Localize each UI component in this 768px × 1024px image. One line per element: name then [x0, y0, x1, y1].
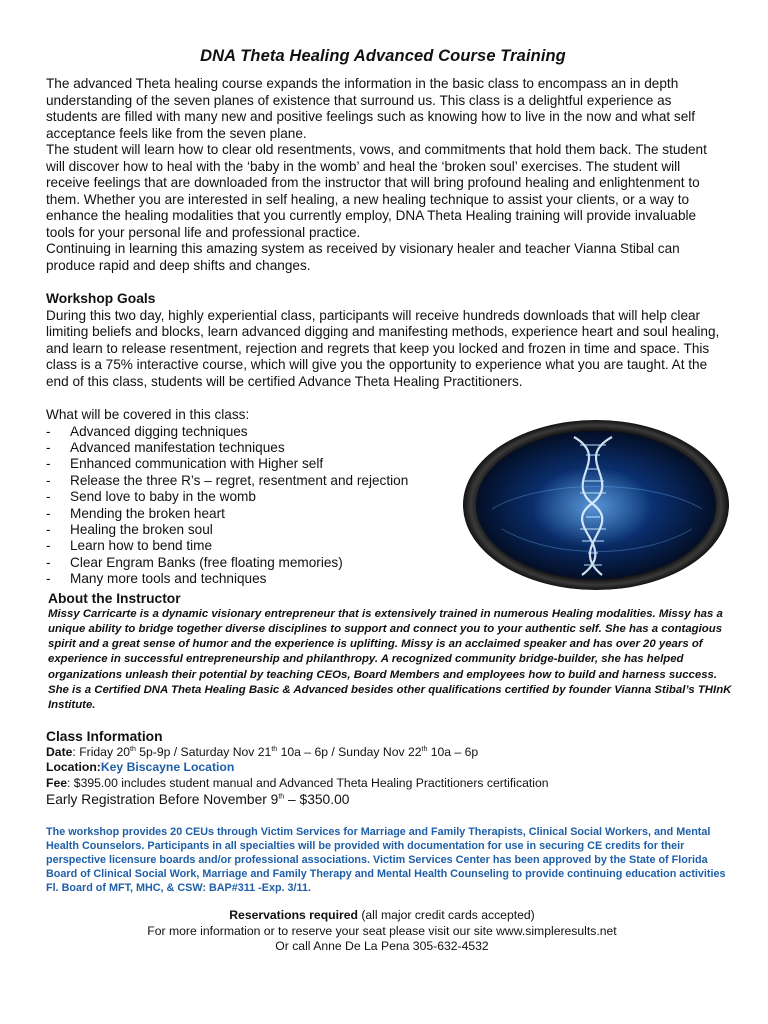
class-date: Date: Friday 20th 5p-9p / Saturday Nov 21th 10a – 6p / Sunday Nov 22th 10a – 6p [46, 744, 479, 759]
list-item: - Send love to baby in the womb [46, 489, 256, 505]
covered-intro: What will be covered in this class: [46, 407, 250, 422]
workshop-goals-heading: Workshop Goals [46, 291, 156, 306]
list-item: - Many more tools and techniques [46, 571, 267, 587]
reservations-line: Reservations required (all major credit cards accepted) [229, 907, 535, 922]
about-instructor-text: Missy Carricarte is a dynamic visionary entrepreneur that is extensively trained in numerous Healing modalities. Missy has a unique ability to bridge together diverse disciplines to support and connect you to your authentic self. She has a contagious spirit and a great sense of humor and the experience is uplifting. Missy is an acclaimed speaker and has over 20 years of experience in successful entrepreneurship and philanthropy. A recognized community bridge-builder, she has helped organizations unleash their potential by teaching CEOs, Board Members and employees how to build and harness success. She is a Certified DNA Theta Healing Basic & Advanced besides other qualifications certified by founder Vianna Stibal’s THInK Institute. [48, 607, 732, 712]
footer [38, 908, 726, 955]
list-item: - Learn how to bend time [46, 538, 213, 554]
about-instructor-heading: About the Instructor [48, 590, 181, 606]
intro-paragraph-1: The advanced Theta healing course expands the information in the basic class to encompass an in depth understanding of the seven planes of existence that surround us. This class is a delightful experience as students are filled with many new and positive feelings such as knowing how to live in the now and what self acceptance feels like from the seven plane. [46, 76, 696, 141]
list-item: - Clear Engram Banks (free floating memories) [46, 554, 343, 570]
ceu-notice: The workshop provides 20 CEUs through Victim Services for Marriage and Family Therapists, Clinical Social Workers, and Mental Health Counselors. Participants in all specialties will be provided with documentation for use in securing CE credits for their perspective licensure boards and/or professional associations. Victim Services Center has been approved by the State of Florida Board of Clinical Social Work, Marriage and Family Therapy and Mental Health Counseling to provide continuing education activities Fl. Board of MFT, MHC, & CSW: BAP#311 -Exp. 3/11. [46, 826, 726, 895]
intro-paragraph-2: The student will learn how to clear old resentments, vows, and commitments that hold them back. The student will discover how to heal with the ‘baby in the womb’ and heal the ‘broken soul’ exercises. The student will receive feelings that are downloaded from the instructor that will bring profound healing and enlightenment to them. Whether you are interested in self healing, a new healing technique to assist your clients, or a way to enhance the healing modalities that you currently employ, DNA Theta Healing training will provide invaluable tools for your personal life and professional practice. [46, 142, 707, 240]
list-item: - Advanced manifestation techniques [46, 439, 285, 455]
list-item: - Advanced digging techniques [46, 423, 248, 439]
call-line: Or call Anne De La Pena 305-632-4532 [275, 939, 489, 954]
intro-paragraph-3: Continuing in learning this amazing system as received by visionary healer and teacher Vianna Stibal can produce rapid and deep shifts and changes. [46, 241, 680, 273]
early-registration: Early Registration Before November 9th – $350.00 [46, 792, 350, 808]
page-title: DNA Theta Healing Advanced Course Training [200, 47, 566, 65]
list-item: - Mending the broken heart [46, 505, 225, 521]
list-item: - Release the three R’s – regret, resentment and rejection [46, 472, 409, 488]
class-information-heading: Class Information [46, 728, 163, 744]
more-info-line: For more information or to reserve your seat please visit our site www.simpleresults.net [147, 923, 617, 938]
workshop-goals-text: During this two day, highly experiential class, participants will receive hundreds downloads that will help clear limiting beliefs and blocks, learn advanced digging and manifesting methods, experience heart and soul healing, and learn to release resentment, rejection and regrets that keep you locked and frozen in time and space. This class is a 75% interactive course, which will give you the opportunity to experience what you are taught. At the end of this class, students will be certified Advance Theta Healing Practitioners. [46, 307, 720, 389]
class-fee: Fee: $395.00 includes student manual and Advanced Theta Healing Practitioners certification [46, 775, 549, 790]
list-item: - Enhanced communication with Higher self [46, 456, 324, 472]
location-link[interactable]: Key Biscayne Location [100, 760, 235, 775]
list-item: - Healing the broken soul [46, 521, 213, 537]
dna-helix-oval-image [462, 419, 730, 591]
class-location: Location:Key Biscayne Location [46, 760, 235, 775]
covered-list [46, 424, 446, 588]
